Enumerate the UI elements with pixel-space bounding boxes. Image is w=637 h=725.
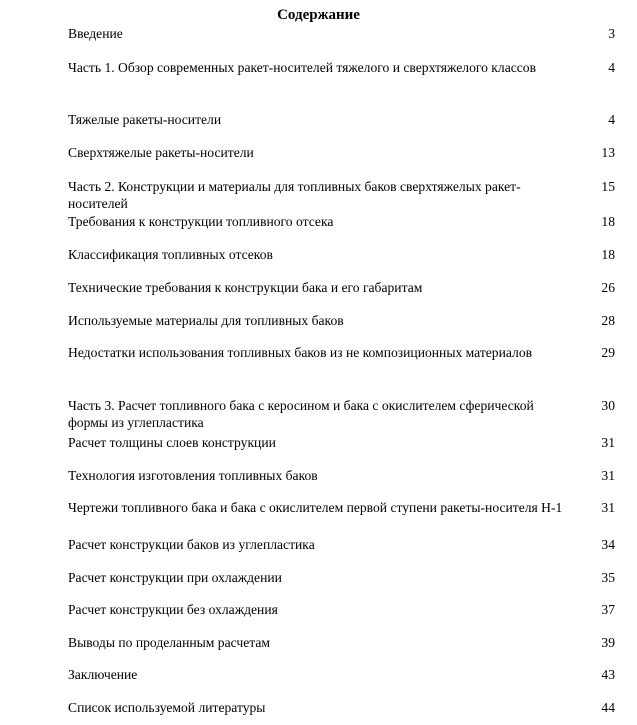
toc-entry-page: 13 [601,145,615,160]
toc-entry-page: 43 [601,667,615,682]
toc-entry-text: Расчет конструкции при охлаждении [68,570,282,585]
toc-entry-page: 18 [601,214,615,229]
toc-entry-text: Технические требования к конструкции бака и его габаритам [68,280,423,295]
toc-entry-text: Заключение [68,667,138,682]
toc-entry-page: 4 [608,60,615,75]
toc-entry-page: 29 [601,345,615,360]
toc-entry-text: Расчет толщины слоев конструкции [68,435,276,450]
toc-entry-text: Выводы по проделанным расчетам [68,635,270,650]
toc-entry-page: 3 [608,26,615,41]
toc-entry-page: 15 [601,179,615,194]
toc-entry-text: Используемые материалы для топливных баков [68,313,344,328]
toc-entry-text: Расчет конструкции баков из углепластика [68,537,315,552]
toc-entry-text: Требования к конструкции топливного отсека [68,214,334,229]
page-title: Содержание [277,7,360,23]
toc-entry-text: Часть 2. Конструкции и материалы для топливных баков сверхтяжелых ракет-носителей [68,179,521,211]
toc-entry-page: 18 [601,247,615,262]
toc-entry-page: 4 [608,112,615,127]
toc-entry-page: 39 [601,635,615,650]
toc-entry-page: 37 [601,602,615,617]
toc-entry-page: 28 [601,313,615,328]
toc-entry-page: 34 [601,537,615,552]
toc-entry-page: 44 [601,700,615,715]
toc-entry-text: Сверхтяжелые ракеты-носители [68,145,254,160]
toc-entry-text: Тяжелые ракеты-носители [68,112,222,127]
toc-entry-text: Часть 3. Расчет топливного бака с керосином и бака с окислителем сферической формы из углепластика [68,398,534,430]
toc-entry-text: Классификация топливных отсеков [68,247,273,262]
toc-entry-page: 30 [601,398,615,413]
toc-entry-text: Список используемой литературы [68,700,266,715]
toc-entry-text: Введение [68,26,123,41]
toc-entry-page: 31 [601,435,615,450]
toc-entry-text: Чертежи топливного бака и бака с окислителем первой ступени ракеты-носителя Н-1 [68,500,563,515]
toc-entry-page: 35 [601,570,615,585]
toc-entry-page: 31 [601,468,615,483]
toc-entry-page: 31 [601,500,615,515]
toc-entry-text: Часть 1. Обзор современных ракет-носителей тяжелого и сверхтяжелого классов [68,60,537,75]
toc-entry-text: Недостатки использования топливных баков из не композиционных материалов [68,345,533,360]
toc-entry-text: Технология изготовления топливных баков [68,468,318,483]
toc-entry-text: Расчет конструкции без охлаждения [68,602,278,617]
toc-entry-page: 26 [601,280,615,295]
